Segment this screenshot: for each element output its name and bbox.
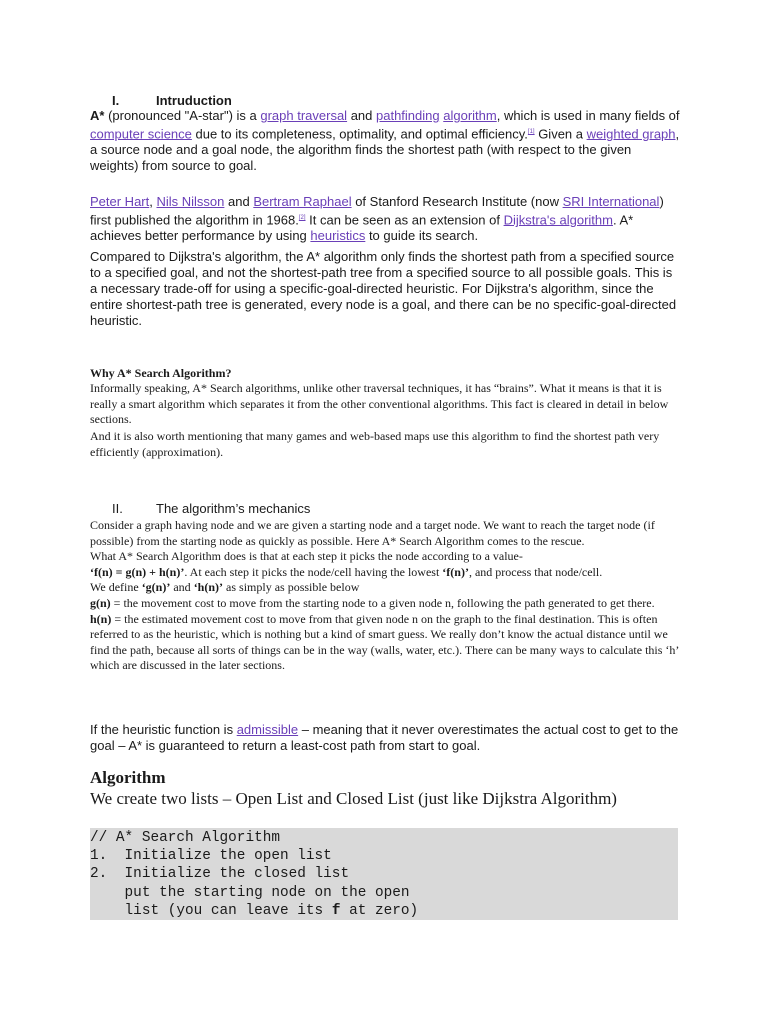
algorithm-subtitle: We create two lists – Open List and Closed List (just like Dijkstra Algorithm) — [90, 789, 617, 808]
text: . At each step it picks the node/cell having the lowest — [184, 564, 443, 579]
gn-definition-term: g(n) — [90, 595, 111, 610]
intro-paragraph-2 — [90, 194, 680, 244]
text: . A* achieves better performance by using — [90, 212, 634, 244]
admissible-paragraph — [90, 722, 680, 754]
link-weighted-graph[interactable]: weighted graph — [586, 126, 676, 142]
intro-paragraph-3: Compared to Dijkstra's algorithm, the A* algorithm only finds the shortest path from a specified source to a specified goal, and not the shortest-path tree from a specified source to all possible goals. This is a necessary trade-off for using a specific-goal-directed heuristic. For Dijkstra's algorithm, since the entire shortest-path tree is generated, every node is a goal, and there can be no specific-goal-directed heuristic. — [90, 249, 677, 328]
section-1-number: I. — [112, 93, 120, 108]
text: If the heuristic function is — [90, 722, 237, 737]
citation-1[interactable]: [1] — [527, 129, 535, 135]
link-pathfinding[interactable]: pathfinding — [376, 108, 440, 123]
text: and — [170, 580, 194, 595]
mechanics-paragraph-4 — [90, 580, 690, 596]
section-2-title: The algorithm’s mechanics — [156, 501, 311, 516]
mechanics-paragraph-1: Consider a graph having node and we are given a starting node and a target node. We want to reach the target node (if possible) from the starting node as quickly as possible. Here A* Search Algorithm comes to the rescue. — [90, 518, 655, 548]
hn-term: ‘h(n)’ — [193, 580, 224, 595]
text: – meaning that it never overestimates the actual cost to get to the goal – A* is guaranteed to return a least-cost path from start to goal. — [90, 722, 679, 753]
citation-2[interactable]: [2] — [298, 215, 306, 221]
section-1-title: Intruduction — [156, 93, 232, 108]
why-heading: Why A* Search Algorithm? — [90, 366, 232, 380]
code-line: 1. Initialize the open list — [90, 848, 332, 865]
link-bertram-raphael[interactable]: Bertram Raphael — [253, 194, 352, 209]
text: , which is used in many fields of — [496, 108, 680, 123]
section-2-number: II. — [112, 501, 123, 516]
mechanics-paragraph-2: What A* Search Algorithm does is that at each step it picks the node according to a value- — [90, 549, 523, 564]
link-admissible[interactable]: admissible — [236, 722, 299, 737]
text: Given a — [534, 126, 587, 142]
text: = the estimated movement cost to move from that given node n on the graph to the final destination. This is often referred to as the heuristic, which is nothing but a kind of smart guess. We really don’t know the actual distance until we find the path, because all sorts of things can be in the way (walls, water, etc.). There can be many ways to calculate this ‘h’ which are discussed in the later sections. — [90, 611, 679, 673]
code-block — [90, 828, 678, 920]
text: to guide its search. — [365, 228, 479, 244]
hn-definition-term: h(n) — [90, 611, 112, 626]
text: It can be seen as an extension of — [305, 212, 504, 228]
link-sri-international[interactable]: SRI International — [562, 194, 660, 209]
link-graph-traversal[interactable]: graph traversal — [260, 108, 348, 123]
link-dijkstras-algorithm[interactable]: Dijkstra's algorithm — [503, 212, 613, 228]
mechanics-body — [90, 518, 690, 674]
why-paragraph-2: And it is also worth mentioning that many games and web-based maps use this algorithm to find the shortest path very efficiently (approximation). — [90, 429, 660, 459]
code-bold-f: f — [331, 902, 341, 919]
code-line: put the starting node on the open — [90, 884, 410, 901]
astar-bold: A* — [90, 108, 105, 123]
mechanics-paragraph-3 — [90, 565, 690, 581]
code-line: 2. Initialize the closed list — [90, 866, 350, 883]
mechanics-paragraph-6 — [90, 612, 690, 674]
text: of Stanford Research Institute (now — [351, 194, 563, 209]
why-paragraph-1: Informally speaking, A* Search algorithms, unlike other traversal techniques, it has “brains”. What it means is that it is really a smart algorithm which separates it from the other conventional algorithms. This fact is cleared in detail in below sections. — [90, 381, 669, 427]
code-line: // A* Search Algorithm — [90, 830, 280, 846]
text: , a source node and a goal node, the algorithm finds the shortest path (with respect to the given weights) from source to goal. — [90, 126, 680, 174]
fn-formula: ‘f(n) = g(n) + h(n)’ — [90, 564, 185, 579]
text: (pronounced "A-star") is a — [104, 108, 261, 123]
intro-paragraph-1 — [90, 108, 680, 174]
text: and — [347, 108, 376, 123]
link-peter-hart[interactable]: Peter Hart — [90, 194, 150, 209]
link-heuristics[interactable]: heuristics — [310, 228, 366, 244]
text: , — [149, 194, 157, 209]
text: = the movement cost to move from the starting node to a given node n, following the path generated to get there. — [110, 595, 655, 610]
link-nils-nilsson[interactable]: Nils Nilsson — [156, 194, 225, 209]
text: at zero) — [340, 902, 419, 919]
code-line — [90, 902, 678, 920]
link-algorithm[interactable]: algorithm — [443, 108, 497, 123]
gn-term: ‘g(n)’ — [141, 580, 171, 595]
text: and — [224, 194, 254, 209]
text: We define — [90, 580, 142, 595]
text: due to its completeness, optimality, and optimal efficiency. — [191, 126, 528, 142]
section-1-heading — [112, 93, 232, 108]
text: list (you can leave its — [90, 902, 332, 919]
text: as simply as possible below — [223, 580, 360, 595]
section-2-heading — [112, 501, 310, 516]
text: ) first published the algorithm in 1968. — [90, 194, 664, 228]
text: , and process that node/cell. — [468, 564, 603, 579]
algorithm-heading: Algorithm — [90, 768, 166, 787]
link-computer-science[interactable]: computer science — [90, 126, 192, 142]
fn-term: ‘f(n)’ — [442, 564, 469, 579]
mechanics-paragraph-5 — [90, 596, 690, 612]
